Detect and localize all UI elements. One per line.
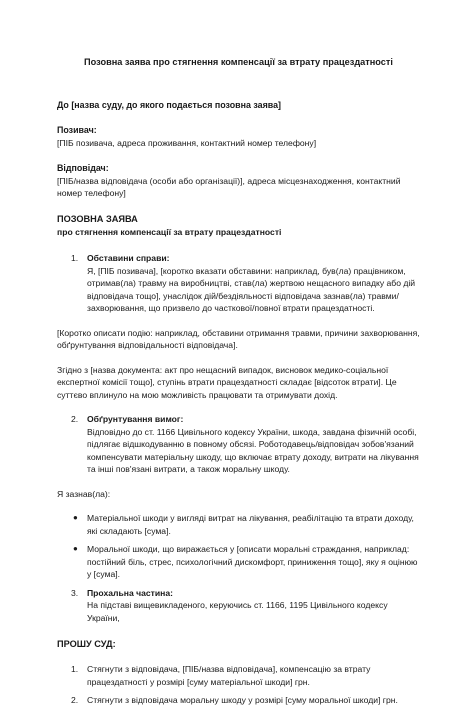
list-item: ● Матеріальної шкоди у вигляді витрат на лікування, реабілітацію та втрати доходу, які складають [сума]. xyxy=(73,513,414,536)
defendant-block xyxy=(57,162,420,200)
section-title: Обґрунтування вимог: xyxy=(87,414,184,424)
suffered-label: Я зазнав(ла): xyxy=(57,488,111,499)
section-title: Прохальна частина: xyxy=(87,587,173,598)
section-title: Обставини справи: xyxy=(87,253,170,263)
plaintiff-value: [ПІБ позивача, адреса проживання, контактний номер телефону] xyxy=(57,137,317,148)
section-text: Я, [ПІБ позивача], [коротко вказати обставини: наприклад, був(ла) працівником, отримав(ла) травму на виробництві, став(ла) жертвою нещасного випадку або дій відповідача тощо], унаслідок дій/бездіяльності відповідача зазнав(ла) травми/захворювання, що призвело до часткової/повної втрати працездатності. xyxy=(87,265,416,313)
claim-subheading: про стягнення компенсації за втрату працездатності xyxy=(57,226,282,237)
section-number: 3. xyxy=(71,587,79,598)
document-title: Позовна заява про стягнення компенсації за втрату працездатності xyxy=(84,57,393,67)
bullet-icon: ● xyxy=(73,513,78,522)
section-circumstances xyxy=(57,252,420,315)
section-number: 2. xyxy=(71,414,79,424)
court-line: До [назва суду, до якого подається позовна заява] xyxy=(57,99,281,110)
section-grounds xyxy=(57,413,420,476)
list-item: ● Моральної шкоди, що виражається у [описати моральні страждання, наприклад: постійний біль, стрес, психологічний дискомфорт, приниження тощо], яку я оцінюю у [сума]. xyxy=(73,544,418,579)
defendant-value: [ПІБ/назва відповідача (особи або організації)], адреса місцезнаходження, контактний номер телефону] xyxy=(57,175,401,198)
plaintiff-label: Позивач: xyxy=(57,125,97,135)
event-description-paragraph: [Коротко описати подію: наприклад, обставини отримання травми, причини захворювання, обґрунтування відповідальності відповідача]. xyxy=(57,327,420,350)
section-text: Відповідно до ст. 1166 Цивільного кодексу України, шкода, завдана фізичній особі, підлягає відшкодуванню в повному обсязі. Роботодавець/відповідач зобов'язаний компенсувати матеріальну шкоду, що включає втрату доходу, витрати на лікування та інші пов'язані витрати, а також моральну шкоду. xyxy=(87,426,419,474)
defendant-label: Відповідач: xyxy=(57,163,109,173)
claim-heading-block xyxy=(57,213,420,239)
bullet-icon: ● xyxy=(73,544,78,553)
list-item: 2. Стягнути з відповідача моральну шкоду у розмірі [суму моральної шкоди] грн. xyxy=(71,695,398,705)
section-request-part xyxy=(57,587,420,625)
claim-heading: ПОЗОВНА ЗАЯВА xyxy=(57,213,138,224)
list-item: 1. Стягнути з відповідача, [ПІБ/назва відповідача], компенсацію за втрату працездатності у розмірі [суму матеріальної шкоди] грн. xyxy=(71,664,371,687)
plaintiff-block xyxy=(57,124,420,149)
request-heading: ПРОШУ СУД: xyxy=(57,639,116,649)
disability-degree-paragraph: Згідно з [назва документа: акт про нещасний випадок, висновок медико-соціальної експертної комісії тощо], ступінь втрати працездатності складає [відсоток втрати]. Це суттєво вплинуло на мою можливість працювати та отримувати дохід. xyxy=(57,364,397,400)
damages-list xyxy=(57,512,420,581)
section-text: На підставі вищевикладеного, керуючись ст. 1166, 1195 Цивільного кодексу України, xyxy=(87,600,388,623)
section-number: 1. xyxy=(71,253,79,263)
